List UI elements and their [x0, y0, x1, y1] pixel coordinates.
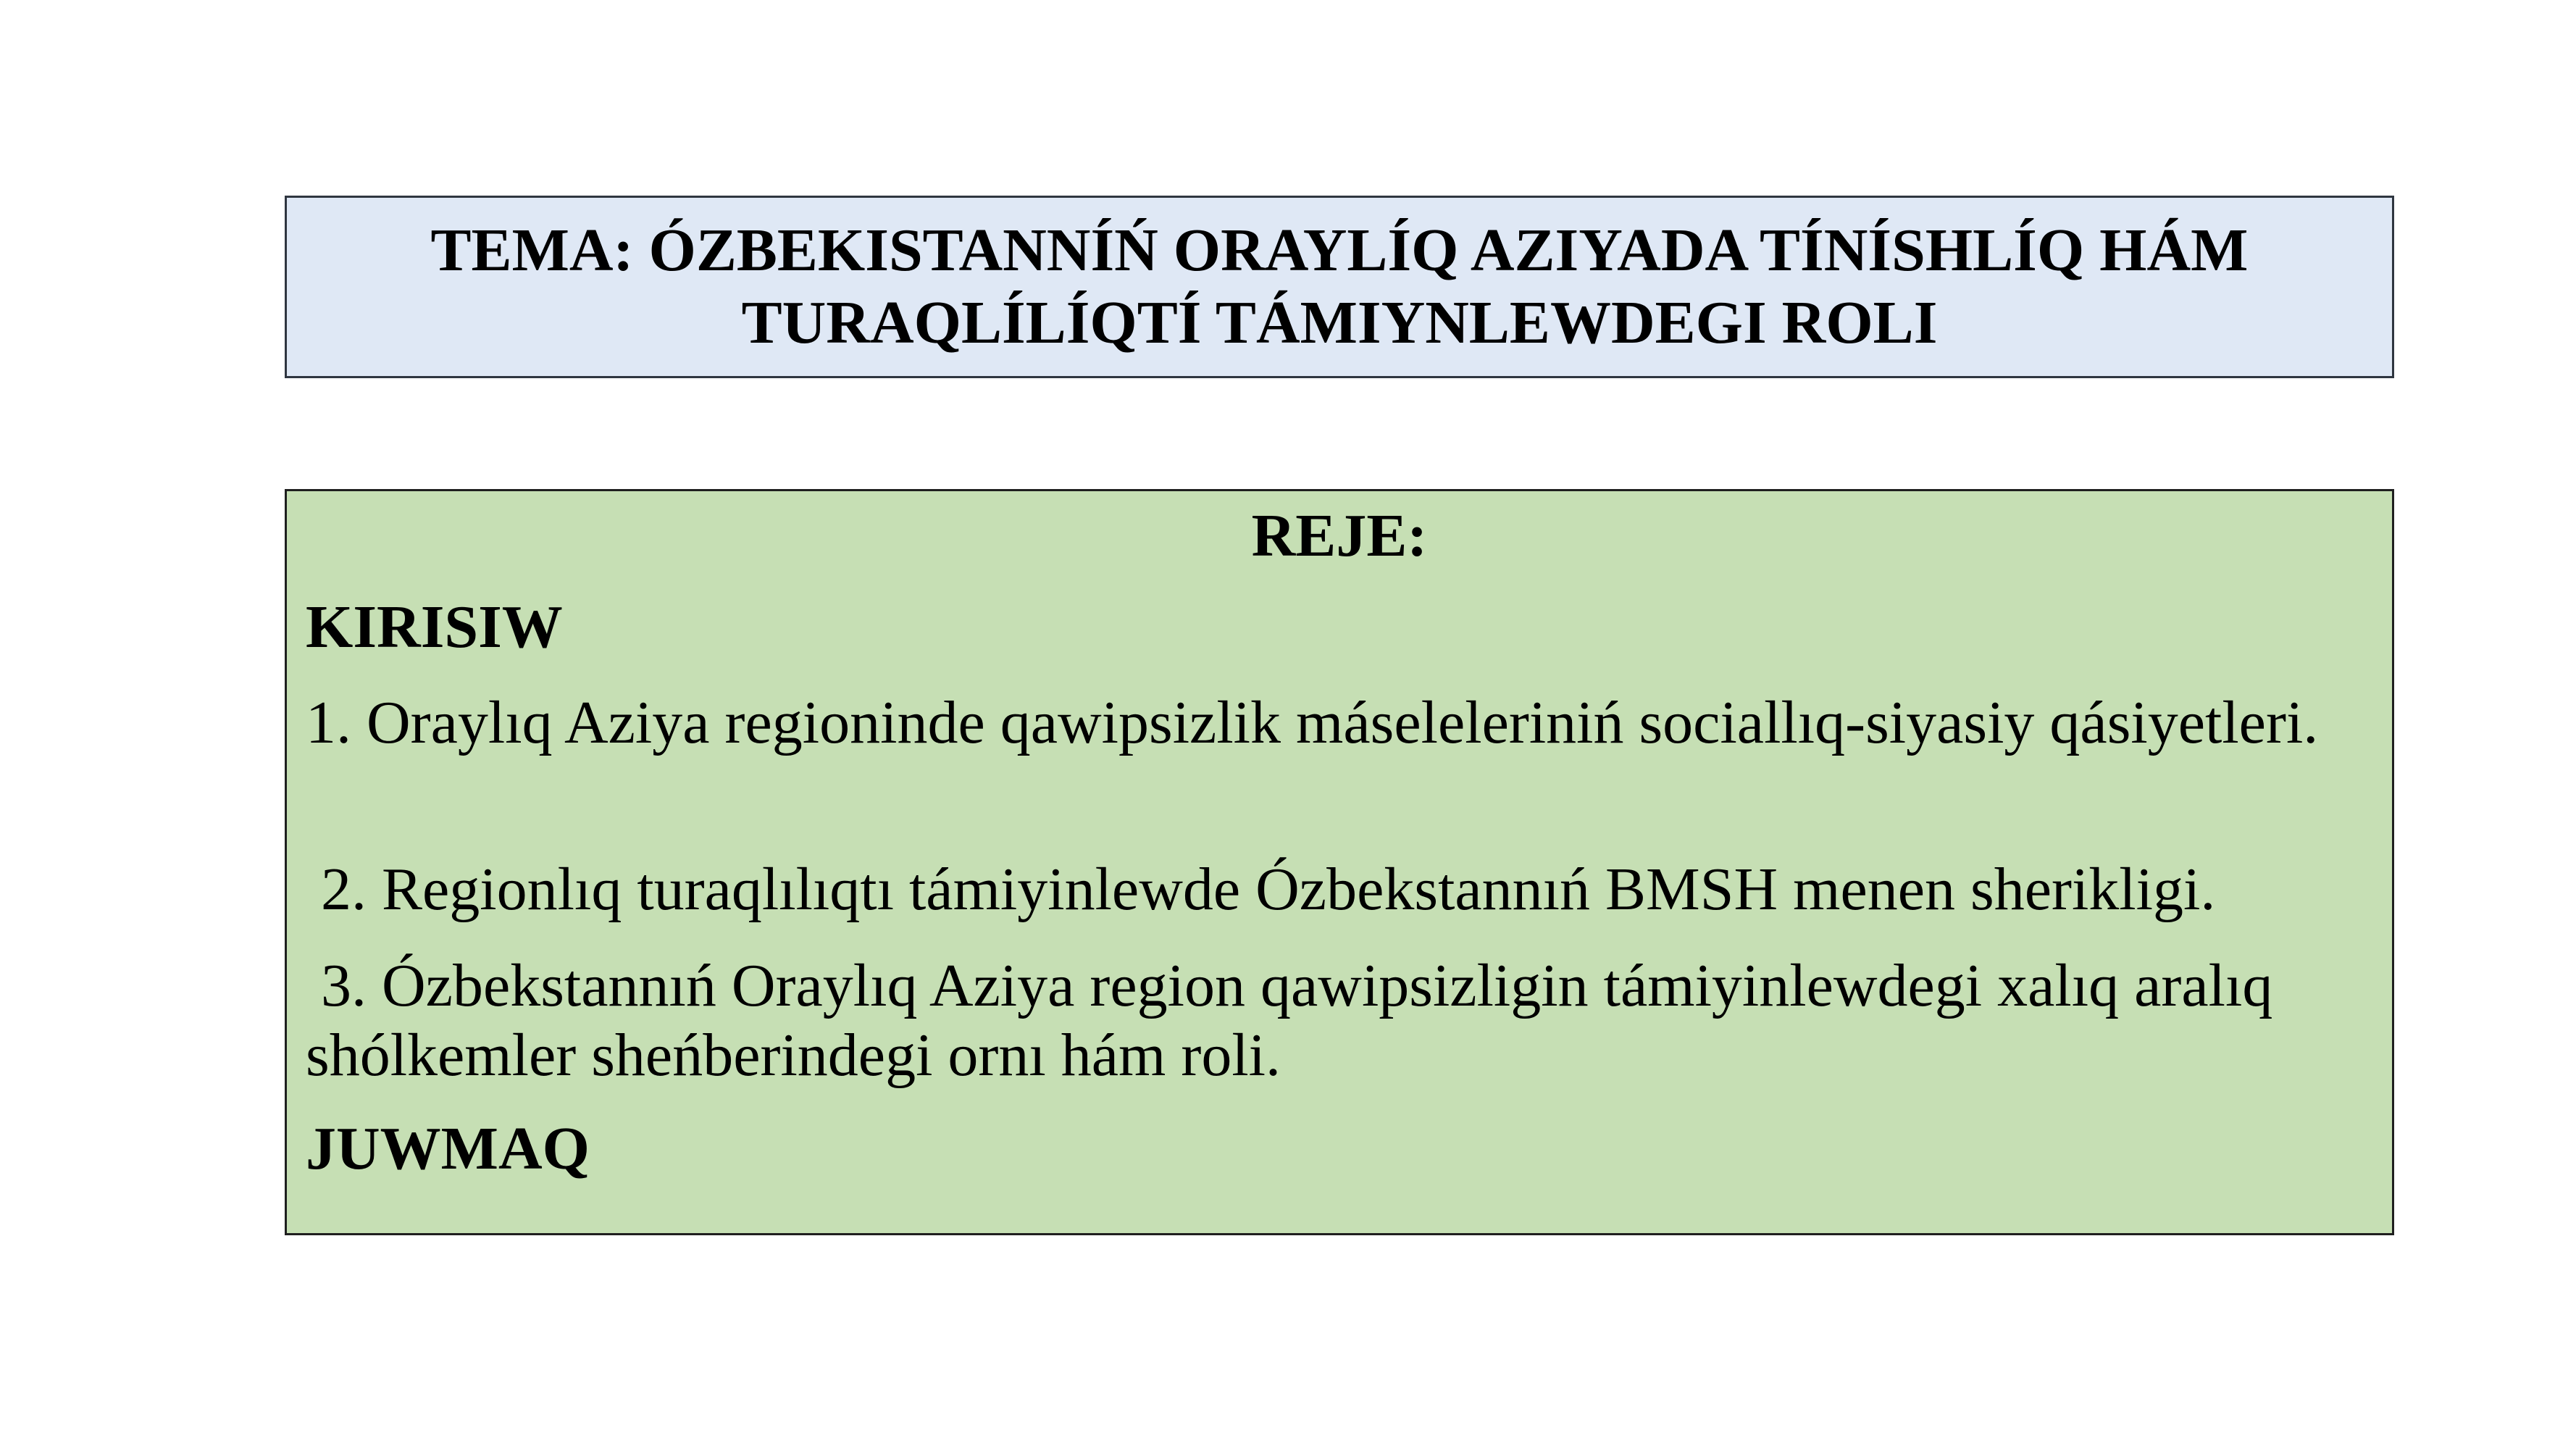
plan-intro: KIRISIW	[306, 593, 563, 661]
slide-title-line-2: TURAQLÍLÍQTÍ TÁMIYNLEWDEGI ROLI	[741, 289, 1938, 356]
slide-title	[431, 214, 2249, 359]
plan-item-2: 2. Regionlıq turaqlılıqtı támiyinlewde Ózbekstannıń BMSH menen sherikligi.	[306, 856, 2216, 923]
plan-item-1: 1. Oraylıq Aziya regioninde qawipsizlik máseleleriniń sociallıq-siyasiy qásiyetleri.	[306, 689, 2319, 756]
slide-title-line-1: TEMA: ÓZBEKISTANNÍŃ ORAYLÍQ AZIYADA TÍNÍSHLÍQ HÁM	[430, 217, 2249, 284]
plan-conclusion: JUWMAQ	[306, 1115, 590, 1182]
plan-item-3: 3. Ózbekstannıń Oraylıq Aziya region qawipsizligin támiyinlewdegi xalıq aralıq shólkemler sheńberindegi ornı hám roli.	[306, 952, 2288, 1089]
plan-heading: REJE:	[1251, 502, 1428, 569]
plan-box	[285, 489, 2394, 1235]
title-box	[285, 196, 2394, 378]
